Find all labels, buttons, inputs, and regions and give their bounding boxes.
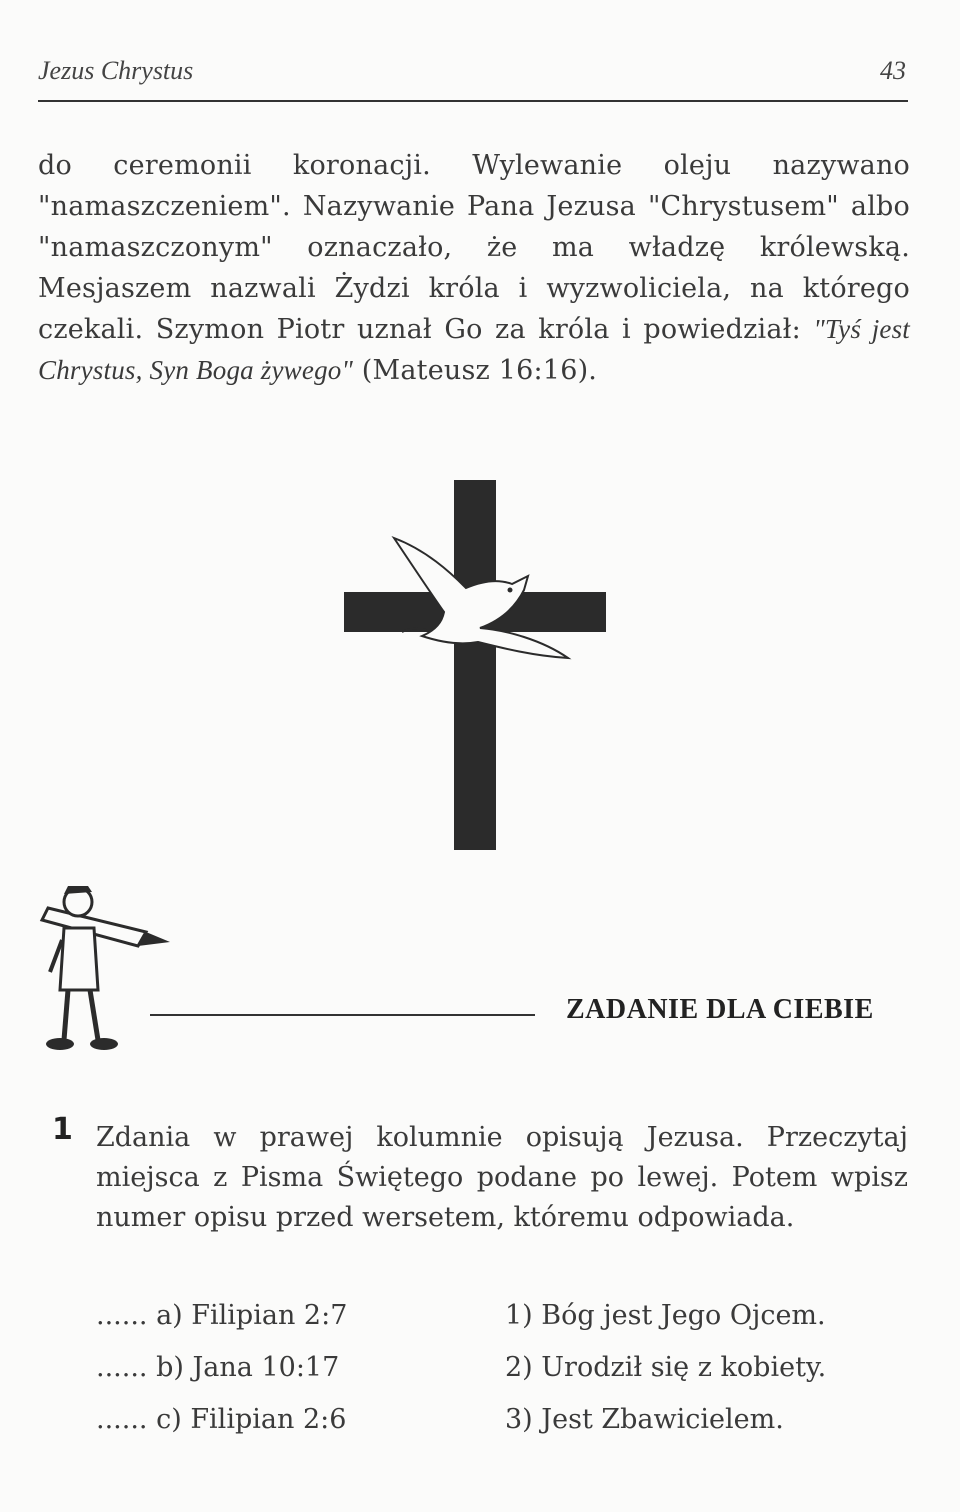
boy-with-pencil-icon xyxy=(38,880,178,1060)
running-title: Jezus Chrystus xyxy=(38,56,194,85)
description-list xyxy=(505,1290,910,1446)
paragraph-text: do ceremonii koronacji. Wylewanie oleju nazywano "namaszczeniem". Nazywanie Pana Jezusa "Chrystusem" albo "namaszczonym" oznaczało, że ma władzę królewską. Mesjaszem nazwali Żydzi króla i wyzwoliciela, na którego czekali. Szymon Piotr uznał Go za króla i powiedział: xyxy=(38,150,910,345)
body-paragraph xyxy=(38,145,910,391)
task-instructions: Zdania w prawej kolumnie opisują Jezusa. Przeczytaj miejsca z Pisma Świętego podane po lewej. Potem wpisz numer opisu przed wersetem, któremu odpowiada. xyxy=(96,1122,908,1233)
verse-item[interactable]: ...... c) Filipian 2:6 xyxy=(96,1404,347,1435)
citation: (Mateusz 16:16). xyxy=(353,355,598,386)
verse-list xyxy=(96,1290,456,1446)
description-item: 2) Urodził się z kobiety. xyxy=(505,1352,827,1383)
task-item-number: 1 xyxy=(52,1112,73,1147)
description-item: 1) Bóg jest Jego Ojcem. xyxy=(505,1300,826,1331)
task-divider xyxy=(150,1014,535,1016)
verse-item[interactable]: ...... b) Jana 10:17 xyxy=(96,1352,340,1383)
cross-with-dove-icon xyxy=(330,480,620,850)
scripture-quote: "Tyś jest Chrystus, Syn Boga żywego" xyxy=(38,314,910,385)
task-heading: ZADANIE DLA CIEBIE xyxy=(566,994,874,1025)
page-header xyxy=(38,52,908,102)
description-item: 3) Jest Zbawicielem. xyxy=(505,1404,784,1435)
page-number: 43 xyxy=(880,56,906,85)
verse-item[interactable]: ...... a) Filipian 2:7 xyxy=(96,1300,348,1331)
